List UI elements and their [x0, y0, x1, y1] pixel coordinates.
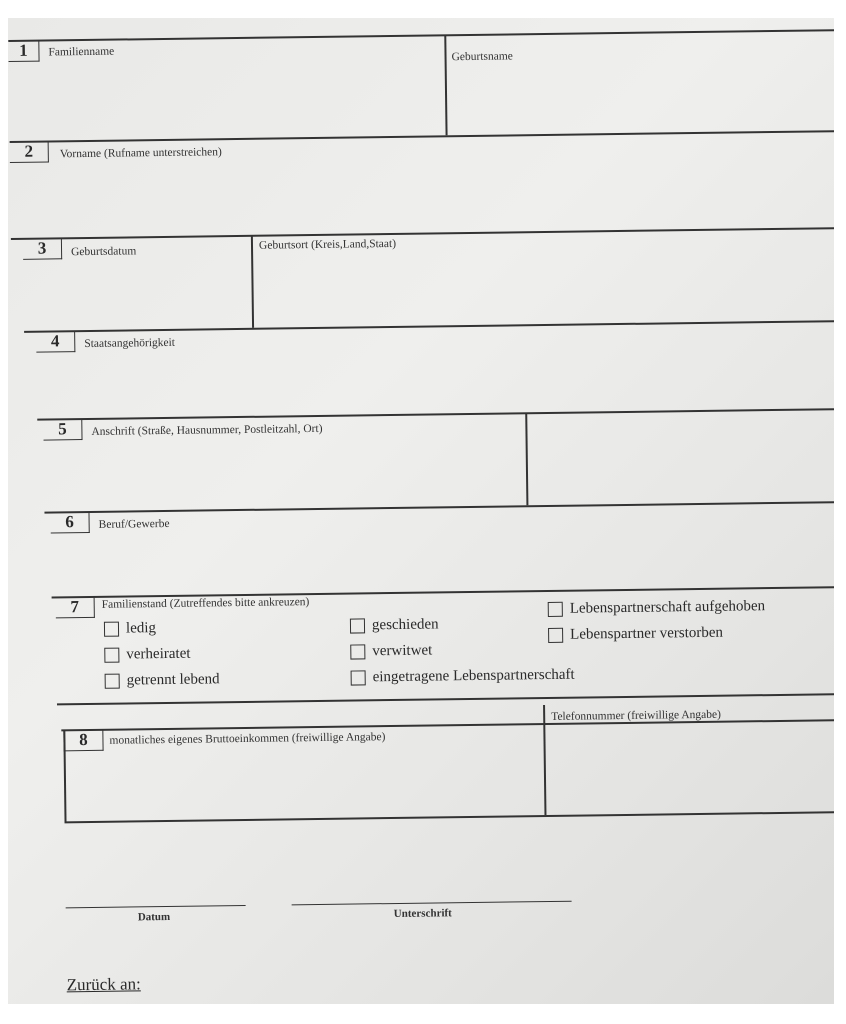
checkbox-lebenspartnerschaft-aufgehoben[interactable]	[548, 602, 563, 617]
label-telefonnummer: Telefonnummer (freiwillige Angabe)	[551, 708, 721, 723]
option-getrennt-lebend[interactable]: getrennt lebend	[105, 671, 220, 690]
section-number-5: 5	[43, 419, 82, 441]
form-paper	[8, 18, 834, 1004]
option-eingetragene-lebenspartnerschaft[interactable]: eingetragene Lebenspartnerschaft	[351, 667, 575, 687]
checkbox-lebenspartner-verstorben[interactable]	[548, 628, 563, 643]
divider	[251, 236, 254, 328]
input-geburtsdatum[interactable]	[25, 260, 248, 327]
label-familienstand: Familienstand (Zutreffendes bitte ankreuzen)	[101, 596, 310, 611]
section-number-4: 4	[36, 331, 75, 353]
divider	[444, 35, 447, 135]
rule	[57, 692, 834, 705]
input-familienname[interactable]	[11, 60, 442, 138]
option-geschieden[interactable]: geschieden	[350, 616, 439, 634]
section-number-6: 6	[50, 512, 89, 534]
section-number-1: 1	[8, 41, 39, 62]
input-unterschrift[interactable]	[291, 873, 571, 905]
checkbox-verheiratet[interactable]	[104, 648, 119, 663]
label-datum: Datum	[137, 910, 171, 924]
label-beruf: Beruf/Gewerbe	[98, 517, 170, 531]
input-geburtsort[interactable]	[257, 250, 834, 324]
input-datum[interactable]	[65, 877, 245, 907]
label-anschrift: Anschrift (Straße, Hausnummer, Postleitzahl, Ort)	[91, 422, 323, 438]
label-geburtsname: Geburtsname	[451, 50, 513, 64]
option-lebenspartnerschaft-aufgehoben[interactable]: Lebenspartnerschaft aufgehoben	[548, 598, 766, 618]
label-vorname: Vorname (Rufname unterstreichen)	[59, 146, 222, 161]
section-number-8: 8	[63, 730, 103, 752]
label-bruttoeinkommen: monatliches eigenes Bruttoeinkommen (freiwillige Angabe)	[109, 731, 386, 747]
checkbox-eingetragene-lebenspartnerschaft[interactable]	[351, 670, 366, 685]
label-unterschrift: Unterschrift	[393, 907, 452, 921]
label-familienname: Familienname	[48, 45, 115, 59]
option-verheiratet[interactable]: verheiratet	[104, 646, 190, 664]
input-beruf[interactable]	[53, 526, 834, 595]
label-staatsangehoerigkeit: Staatsangehörigkeit	[84, 336, 176, 351]
checkbox-verwitwet[interactable]	[350, 644, 365, 659]
checkbox-getrennt-lebend[interactable]	[105, 674, 120, 689]
label-geburtsdatum: Geburtsdatum	[70, 245, 137, 259]
form-grid	[8, 18, 834, 1004]
label-geburtsort: Geburtsort (Kreis,Land,Staat)	[258, 237, 397, 252]
input-bruttoeinkommen[interactable]	[68, 749, 539, 817]
input-telefonnummer[interactable]	[547, 728, 834, 811]
section-number-7: 7	[56, 597, 95, 619]
section-number-3: 3	[23, 238, 62, 260]
rule	[8, 28, 834, 41]
input-anschrift-zusatz[interactable]	[529, 410, 834, 501]
return-address-label: Zurück an:	[66, 974, 141, 995]
option-ledig[interactable]: ledig	[104, 620, 156, 638]
option-lebenspartner-verstorben[interactable]: Lebenspartner verstorben	[548, 625, 723, 644]
input-anschrift[interactable]	[46, 441, 523, 507]
input-vorname[interactable]	[12, 156, 834, 236]
divider	[525, 413, 528, 505]
checkbox-geschieden[interactable]	[350, 618, 365, 633]
section-number-2: 2	[10, 141, 49, 163]
input-geburtsname[interactable]	[449, 64, 834, 132]
option-verwitwet[interactable]: verwitwet	[350, 643, 432, 661]
checkbox-ledig[interactable]	[104, 622, 119, 637]
input-staatsangehoerigkeit[interactable]	[38, 346, 834, 417]
divider	[543, 705, 546, 815]
